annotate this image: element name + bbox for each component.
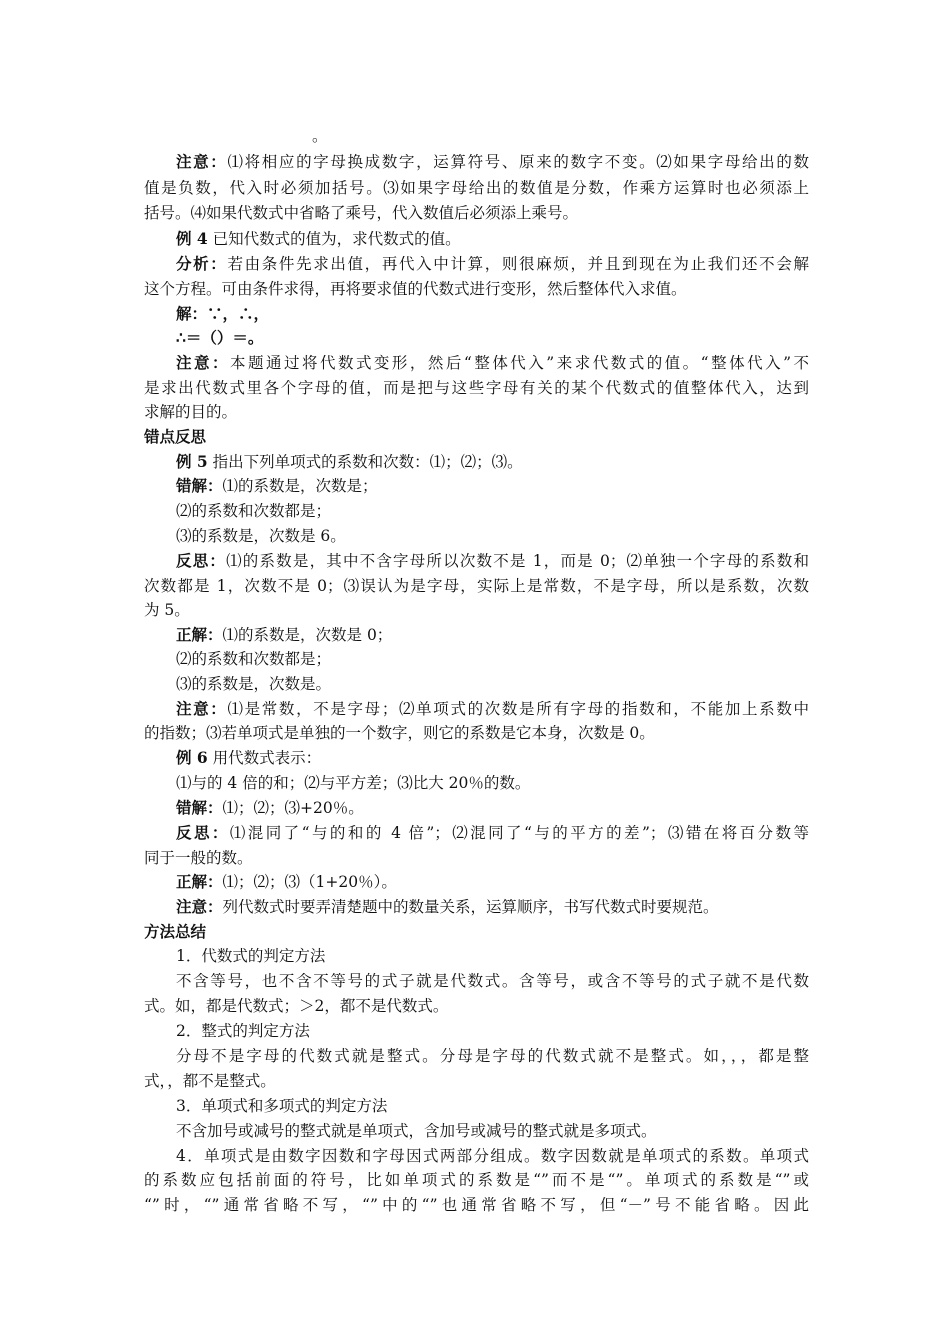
text-line: 不含加号或减号的整式就是单项式，含加号或减号的整式就是多项式。 [176,1122,657,1140]
wrong-solution-line: 错解：⑴的系数是，次数是； [176,476,378,495]
text-line: 值是负数，代入时必须加括号。⑶如果字母给出的数值是分数，作乘方运算时也必须添上 [144,179,809,197]
solution-line: ∴＝（）＝。 [176,328,264,347]
text-line: “”时，“”通常省略不写，“”中的“”也通常省略不写，但“－”号不能省略。因此 [144,1196,809,1214]
text-line: 。 [312,127,328,145]
text-line: ⑶的系数是，次数是。 [176,675,332,693]
note-line: 注意：列代数式时要弄清楚题中的数量关系，运算顺序，书写代数式时要规范。 [176,897,719,916]
example-heading: 例 6 用代数式表示： [176,748,322,767]
text-line: 分母不是字母的代数式就是整式。分母是字母的代数式就不是整式。如，，，都是整 [176,1047,809,1065]
text-line: 的系数应包括前面的符号，比如单项式的系数是“”而不是“”。单项式的系数是“”或 [144,1171,809,1189]
method-heading: 2．整式的判定方法 [176,1022,310,1040]
text-line: 这个方程。可由条件求得，再将要求值的代数式进行变形，然后整体代入求值。 [144,280,687,298]
text-line: 同于一般的数。 [144,849,253,867]
method-heading: 3．单项式和多项式的判定方法 [176,1097,388,1115]
text-line: 括号。⑷如果代数式中省略了乘号，代入数值后必须添上乘号。 [144,204,579,222]
text-line: 式。如，都是代数式；＞2，都不是代数式。 [144,997,449,1015]
analysis-line: 分析：若由条件先求出值，再代入中计算，则很麻烦，并且到现在为止我们还不会解 [176,254,809,273]
text-line: 是求出代数式里各个字母的值，而是把与这些字母有关的某个代数式的值整体代入，达到 [144,379,809,397]
reflection-line: 反思：⑴混同了“与的和的 4 倍”；⑵混同了“与的平方的差”；⑶错在将百分数等 [176,823,809,842]
text-line: ⑵的系数和次数都是； [176,502,332,520]
correct-solution-line: 正解：⑴；⑵；⑶（1+20％）。 [176,872,397,891]
wrong-solution-line: 错解：⑴；⑵；⑶+20％。 [176,798,364,817]
text-line: ⑶的系数是，次数是 6。 [176,527,346,545]
text-line: 次数都是 1，次数不是 0；⑶误认为是字母，实际上是常数，不是字母，所以是系数，次数 [144,577,809,595]
method-heading: 1．代数式的判定方法 [176,947,326,965]
text-line: 不含等号，也不含不等号的式子就是代数式。含等号，或含不等号的式子就不是代数 [176,972,809,990]
section-heading: 方法总结 [144,922,207,941]
note-line: 注意：⑴是常数，不是字母；⑵单项式的次数是所有字母的指数和，不能加上系数中 [176,699,809,718]
text-line: 的指数；⑶若单项式是单独的一个数字，则它的系数是它本身，次数是 0。 [144,724,655,742]
example-heading: 例 4 已知代数式的值为，求代数式的值。 [176,229,461,248]
solution-line: 解：∵，∴， [176,304,270,323]
example-heading: 例 5 指出下列单项式的系数和次数：⑴；⑵；⑶。 [176,452,523,471]
text-line: 求解的目的。 [144,403,238,421]
correct-solution-line: 正解：⑴的系数是，次数是 0； [176,625,393,644]
reflection-line: 反思：⑴的系数是，其中不含字母所以次数不是 1，而是 0；⑵单独一个字母的系数和 [176,551,809,570]
note-line: 注意：⑴将相应的字母换成数字，运算符号、原来的数字不变。⑵如果字母给出的数 [176,152,809,171]
text-line: 4．单项式是由数字因数和字母因式两部分组成。数字因数就是单项式的系数。单项式 [176,1147,809,1165]
section-heading: 错点反思 [144,427,207,446]
text-line: ⑵的系数和次数都是； [176,650,332,668]
text-line: ⑴与的 4 倍的和；⑵与平方差；⑶比大 20％的数。 [176,774,531,792]
text-line: 式，，都不是整式。 [144,1072,276,1090]
text-line: 为 5。 [144,601,190,619]
note-line: 注意：本题通过将代数式变形，然后“整体代入”来求代数式的值。“整体代入”不 [176,353,809,372]
